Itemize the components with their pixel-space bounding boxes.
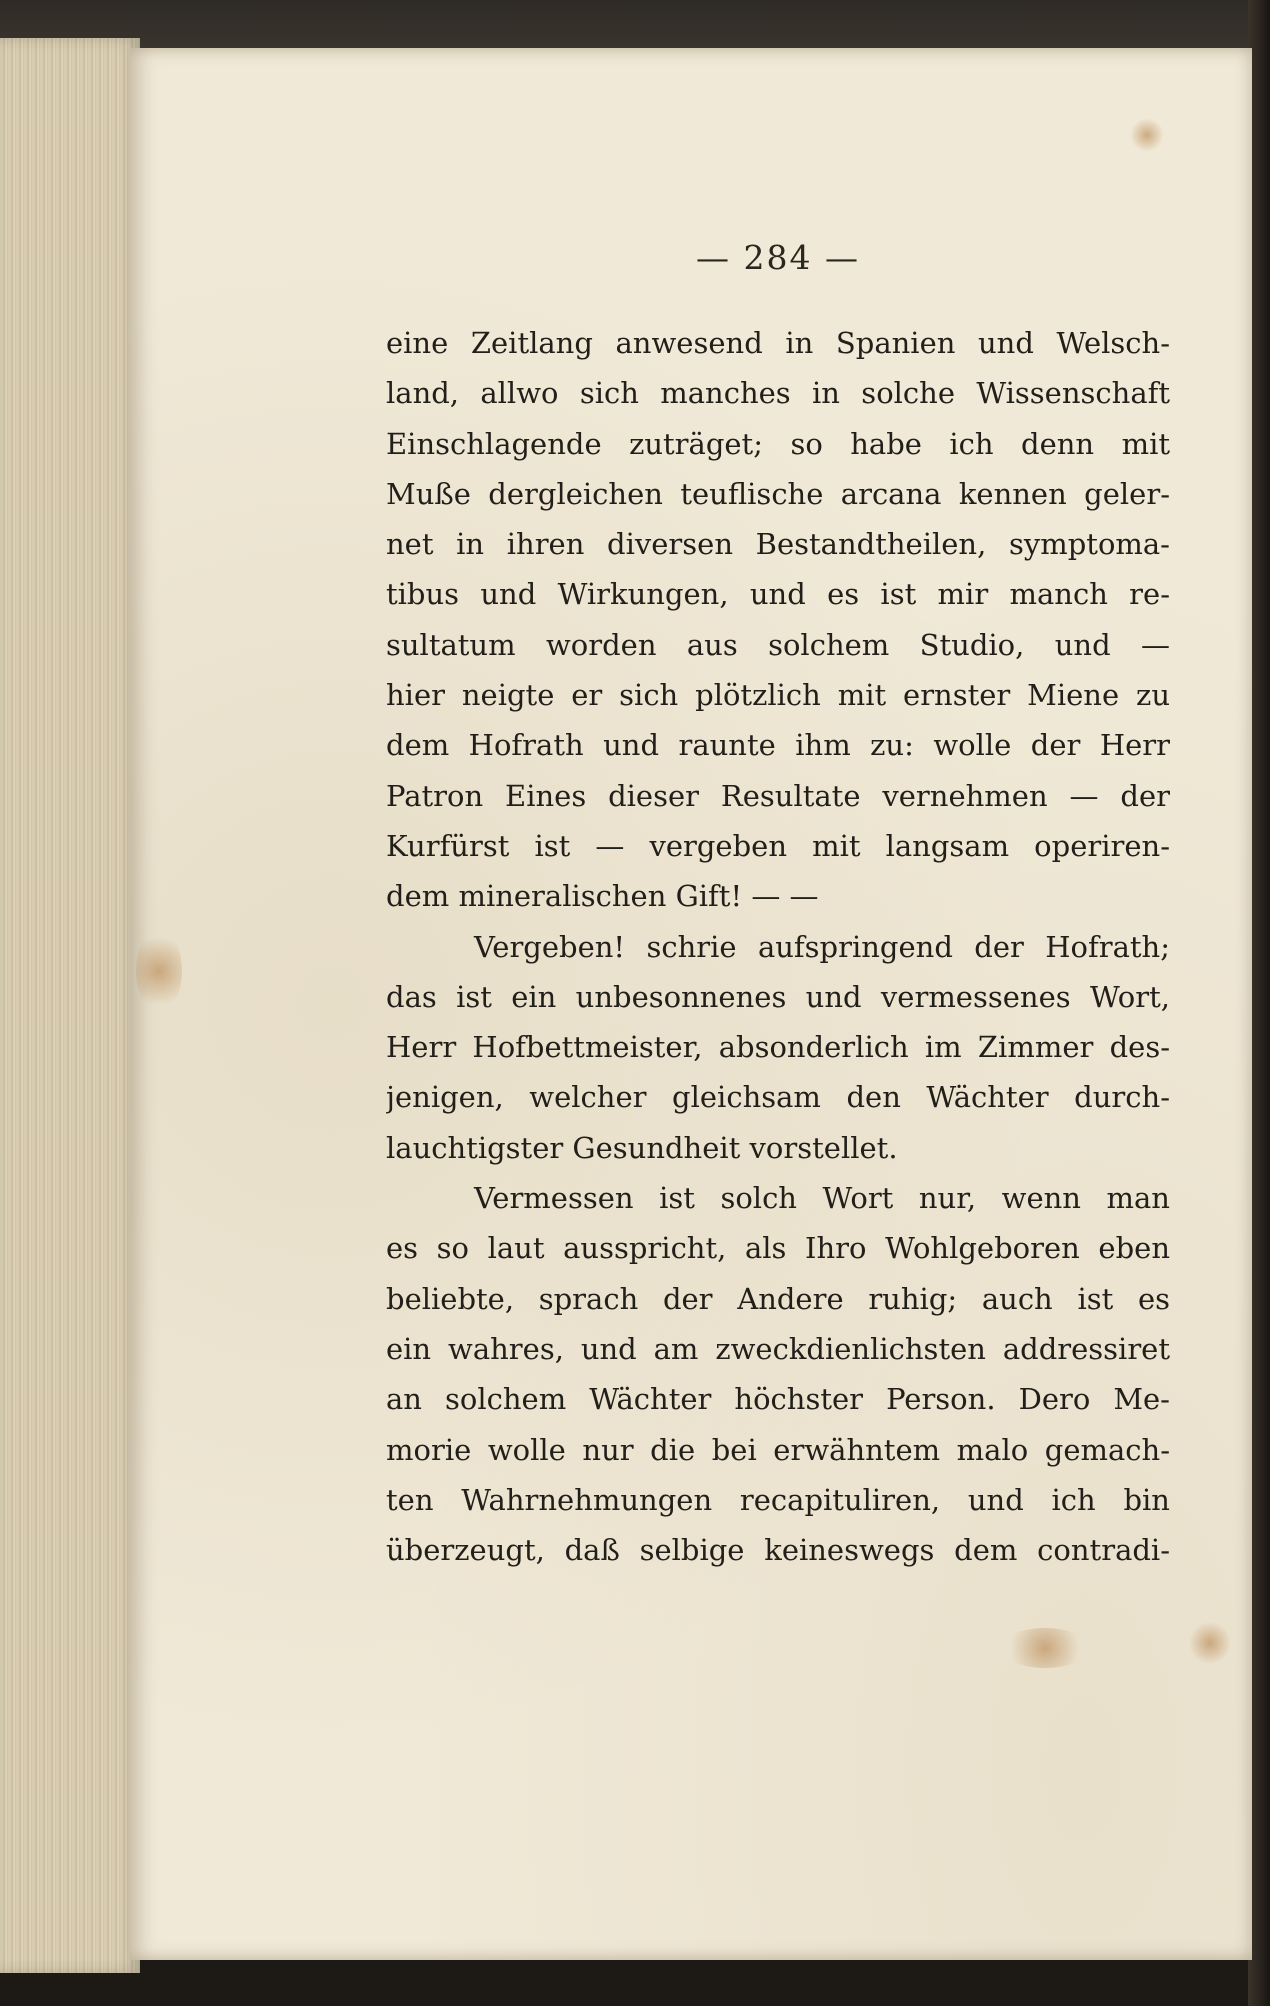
text-line: Patron Eines dieser Resultate vernehmen — der [386, 778, 1170, 813]
paragraph-start-line: Vermessen ist solch Wort nur, wenn man [474, 1181, 1170, 1216]
book-top-edge [0, 0, 1270, 52]
stain-left-margin [136, 928, 182, 1014]
text-line: land, allwo sich manches in solche Wissenschaft [386, 376, 1170, 411]
page-stack-edges [0, 38, 140, 1973]
text-line: hier neigte er sich plötzlich mit ernster Miene zu [386, 678, 1170, 713]
text-line: Herr Hofbettmeister, absonderlich im Zimmer des- [386, 1030, 1170, 1065]
text-line: ten Wahrnehmungen recapituliren, und ich bin [386, 1482, 1170, 1517]
text-line: Kurfürst ist — vergeben mit langsam operiren- [386, 828, 1170, 863]
stain-right-margin [1190, 1620, 1230, 1666]
stain-bottom-right [1000, 1628, 1090, 1668]
text-line: jenigen, welcher gleichsam den Wächter durch- [386, 1080, 1170, 1115]
text-line: dem Hofrath und raunte ihm zu: wolle der Herr [386, 728, 1170, 763]
text-line: dem mineralischen Gift! — — [386, 879, 819, 914]
text-line: überzeugt, daß selbige keineswegs dem contradi- [386, 1533, 1170, 1568]
text-line: eine Zeitlang anwesend in Spanien und Welsch- [386, 326, 1170, 360]
text-line: sultatum worden aus solchem Studio, und — [386, 627, 1170, 662]
text-line: das ist ein unbesonnenes und vermessenes Wort, [386, 979, 1170, 1014]
page-number: — 284 — [696, 238, 860, 277]
text-line: Einschlagende zuträget; so habe ich denn mit [386, 426, 1170, 461]
text-line: ein wahres, und am zweckdienlichsten addressiret [386, 1331, 1170, 1366]
body-text [386, 318, 1170, 1575]
text-line: beliebte, sprach der Andere ruhig; auch ist es [386, 1281, 1170, 1316]
text-line: an solchem Wächter höchster Person. Dero Me- [386, 1382, 1170, 1417]
text-line: es so laut ausspricht, als Ihro Wohlgeboren eben [386, 1231, 1170, 1266]
text-line: net in ihren diversen Bestandtheilen, symptoma- [386, 527, 1170, 562]
text-line: tibus und Wirkungen, und es ist mir manch re- [386, 577, 1170, 612]
text-line: lauchtigster Gesundheit vorstellet. [386, 1130, 898, 1165]
stain-top-right [1130, 118, 1164, 152]
text-line: Muße dergleichen teuflische arcana kennen geler- [386, 476, 1170, 511]
text-line: morie wolle nur die bei erwähntem malo gemach- [386, 1432, 1170, 1467]
paragraph-start-line: Vergeben! schrie aufspringend der Hofrath; [474, 929, 1170, 964]
